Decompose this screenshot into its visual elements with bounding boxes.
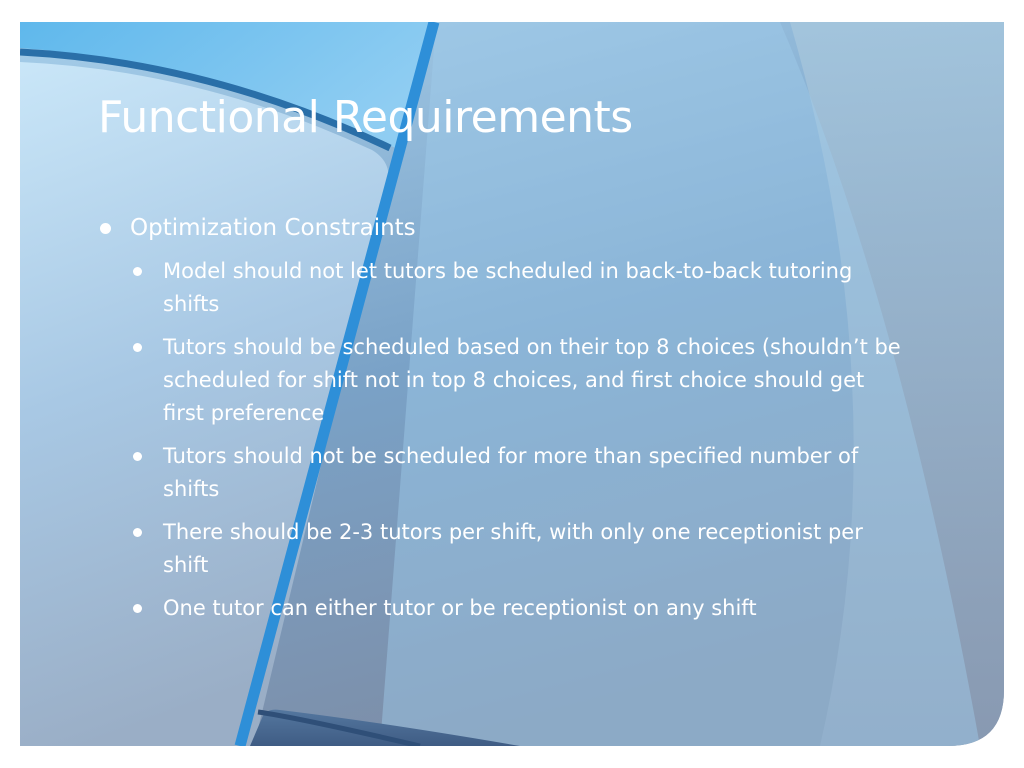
bullet-optimization-constraints [100, 212, 910, 244]
bullet-dot [133, 267, 142, 276]
sub-bullet-text: One tutor can either tutor or be receptionist on any shift [163, 596, 757, 620]
sub-bullet [133, 255, 910, 321]
sub-bullet [133, 331, 910, 430]
bullet-dot [133, 343, 142, 352]
slide-title: Functional Requirements [98, 92, 633, 143]
sub-bullet [133, 516, 910, 582]
sub-bullet-text: Model should not let tutors be scheduled in back-to-back tutoring shifts [163, 259, 853, 316]
sub-bullet-text: Tutors should be scheduled based on their top 8 choices (shouldn’t be scheduled for shift not in top 8 choices, and first choice should get first preference [163, 335, 901, 425]
bullet-dot [100, 223, 111, 234]
bullet-dot [133, 528, 142, 537]
sub-bullet [133, 592, 910, 625]
sub-bullet-text: There should be 2-3 tutors per shift, with only one receptionist per shift [163, 520, 863, 577]
bullet-dot [133, 604, 142, 613]
bullet-dot [133, 452, 142, 461]
sub-bullet [133, 440, 910, 506]
sub-bullet-text: Tutors should not be scheduled for more than specified number of shifts [163, 444, 859, 501]
bullet-list [100, 212, 910, 635]
bullet-text: Optimization Constraints [130, 215, 416, 241]
